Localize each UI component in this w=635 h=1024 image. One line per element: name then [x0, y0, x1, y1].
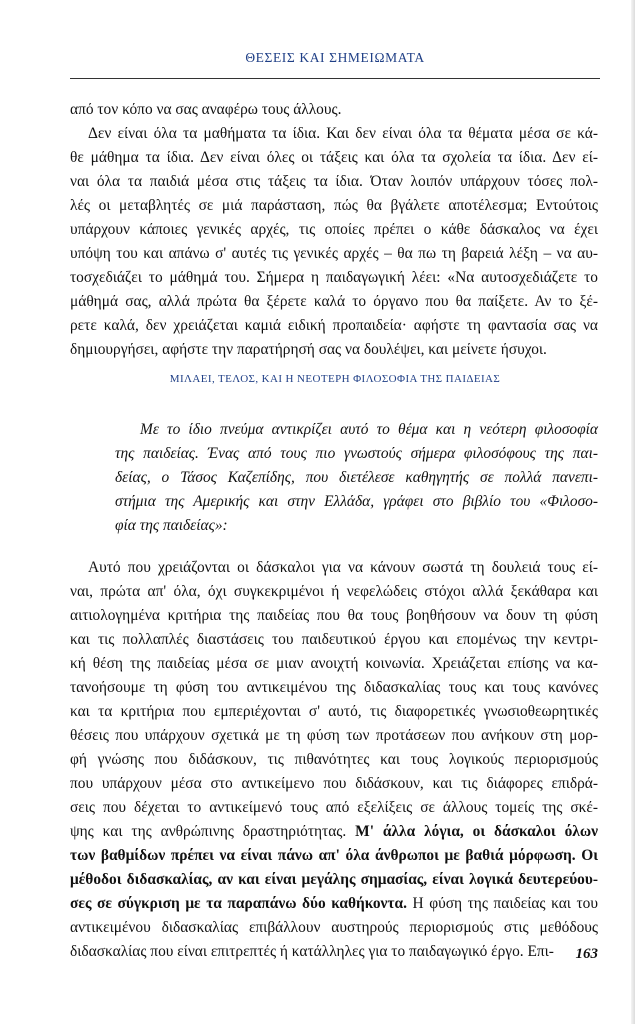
body-line: ρετε καλά, δεν χρειάζεται καμιά ειδική προπαιδεία· αφήστε τη φαντασία σας να	[70, 317, 598, 334]
body-line: υπόψη του και απάνω σ' αυτές τις γενικές αρχές – θα πω τη βαρειά λέξη – να αυ-	[70, 245, 598, 262]
body-line-mixed	[70, 820, 598, 844]
body-line: λές οι μεταβλητές σε μιά παράσταση, πώς θα βγάλετε αποτέλεσμα; Εντούτοις	[70, 197, 598, 214]
body-text: ψης και της ανθρώπινης δραστηριότητας.	[70, 823, 347, 840]
body-line-mixed	[70, 892, 598, 916]
page-number: 163	[575, 946, 598, 962]
quote-line: δείας, ο Τάσος Καζεπίδης, που διετέλεσε καθηγητής σε πολλά πανεπι-	[115, 469, 598, 486]
quote-line: στήμια της Αμερικής και στην Ελλάδα, γράφει στο βιβλίο του «Φιλοσο-	[115, 493, 598, 510]
body-line: μάθημά σας, αλλά πρώτα θα ξέρετε καλά το όργανο που θα παίξετε. Αν το ξέ-	[70, 293, 598, 310]
body-line: θε μάθημα τα ίδια. Δεν είναι όλες οι τάξεις και όλα τα σχολεία τα ίδια. Δεν εί-	[70, 149, 598, 166]
bold-emphasis-line: μέθοδοι διδασκαλίας, αν και είναι μεγάλης σημασίας, είναι λογικά δευτερεύου-	[70, 871, 598, 888]
body-text: Η φύση της παιδείας και του	[412, 895, 598, 912]
body-line: δημιουργήσει, αφήστε την παρατήρησή σας να δουλέψει, και μείνετε ήσυχοι.	[70, 341, 547, 358]
quote-line: Με το ίδιο πνεύμα αντικρίζει αυτό το θέμα και η νεότερη φιλοσοφία	[140, 421, 598, 438]
header-rule	[70, 78, 600, 79]
body-line: και τα κριτήρια που εμπεριέχονται σ' αυτό, τις διαφορετικές γνωσιοθεωρητικές	[70, 703, 598, 720]
body-line: και τις πολλαπλές διαστάσεις του παιδευτικού έργου και επομένως την κεντρι-	[70, 631, 598, 648]
body-line: υπάρχουν κάποιες γενικές αρχές, τις οποίες πρέπει ο κάθε δάσκαλος να έχει	[70, 221, 598, 238]
bold-emphasis-line: των βαθμίδων πρέπει να είναι πάνω απ' όλα άνθρωποι με βαθιά μόρφωση. Οι	[70, 847, 598, 864]
body-line: από τον κόπο να σας αναφέρω τους άλλους.	[70, 101, 342, 118]
body-line: τανοήσουμε τη φύση του αντικειμένου της διδασκαλίας τους και τους κανόνες	[70, 679, 598, 696]
section-subheading: ΜΙΛΑΕΙ, ΤΕΛΟΣ, ΚΑΙ Η ΝΕΟΤΕΡΗ ΦΙΛΟΣΟΦΙΑ ΤΗΣ ΠΑΙΔΕΙΑΣ	[169, 373, 501, 385]
body-line: Δεν είναι όλα τα μαθήματα τα ίδια. Και δεν είναι όλα τα θέματα μέσα σε κά-	[88, 125, 598, 142]
quote-line: της παιδείας. Ένας από τους πιο γνωστούς σήμερα φιλοσόφους της παι-	[115, 445, 598, 462]
body-line: ναι, πρώτα απ' όλα, όχι συγκεκριμένοι ή νεφελώδεις στόχοι αλλά ξεκάθαρα και	[70, 583, 598, 600]
body-line: αντικειμένου διδασκαλίας επιβάλλουν αυστηρούς περιορισμούς στις μεθόδους	[70, 919, 598, 936]
body-line: Αυτό που χρειάζονται οι δάσκαλοι για να κάνουν σωστά τη δουλειά τους εί-	[88, 559, 598, 576]
body-line: διδασκαλίας που είναι επιτρεπτές ή κατάλληλες για το παιδαγωγικό έργο. Επι-	[70, 943, 554, 960]
page-edge-shadow	[631, 0, 635, 1024]
body-line: κή θέση της παιδείας μέσα σε μιαν ανοιχτή κοινωνία. Χρειάζεται επίσης να κα-	[70, 655, 598, 672]
body-line: που υπάρχουν μέσα στο αντικείμενο που διδάσκουν, και τις διάφορες επιδρά-	[70, 775, 598, 792]
bold-emphasis-text: Μ' άλλα λόγια, οι δάσκαλοι όλων	[355, 823, 598, 840]
body-line: ναι όλα τα παιδιά μέσα στις τάξεις τα ίδια. Όταν λοιπόν υπάρχουν τόσες πολ-	[70, 173, 598, 190]
body-line: αιτιολογημένα κριτήρια της παιδείας που θα τους βοηθήσουν να δουν τη φύση	[70, 607, 598, 624]
body-line: θέσεις που υπάρχουν σχετικά με τη φύση των προτάσεων που ανήκουν στη μορ-	[70, 727, 598, 744]
body-line: φή γνώσης που διδάσκουν, τις πιθανότητες και τους λογικούς περιορισμούς	[70, 751, 598, 768]
running-header: ΘΕΣΕΙΣ ΚΑΙ ΣΗΜΕΙΩΜΑΤΑ	[245, 50, 425, 65]
body-line: σεις που δέχεται το αντικείμενό τους από εξελίξεις σε άλλους τομείς της σκέ-	[70, 799, 598, 816]
bold-emphasis-text: σες σε σύγκριση με τα παραπάνω δύο καθήκοντα.	[70, 895, 407, 912]
quote-line: φία της παιδείας»:	[115, 517, 228, 534]
body-line: τοσχεδιάζει το μάθημά του. Σήμερα η παιδαγωγική λέει: «Να αυτοσχεδιάζετε το	[70, 269, 598, 286]
